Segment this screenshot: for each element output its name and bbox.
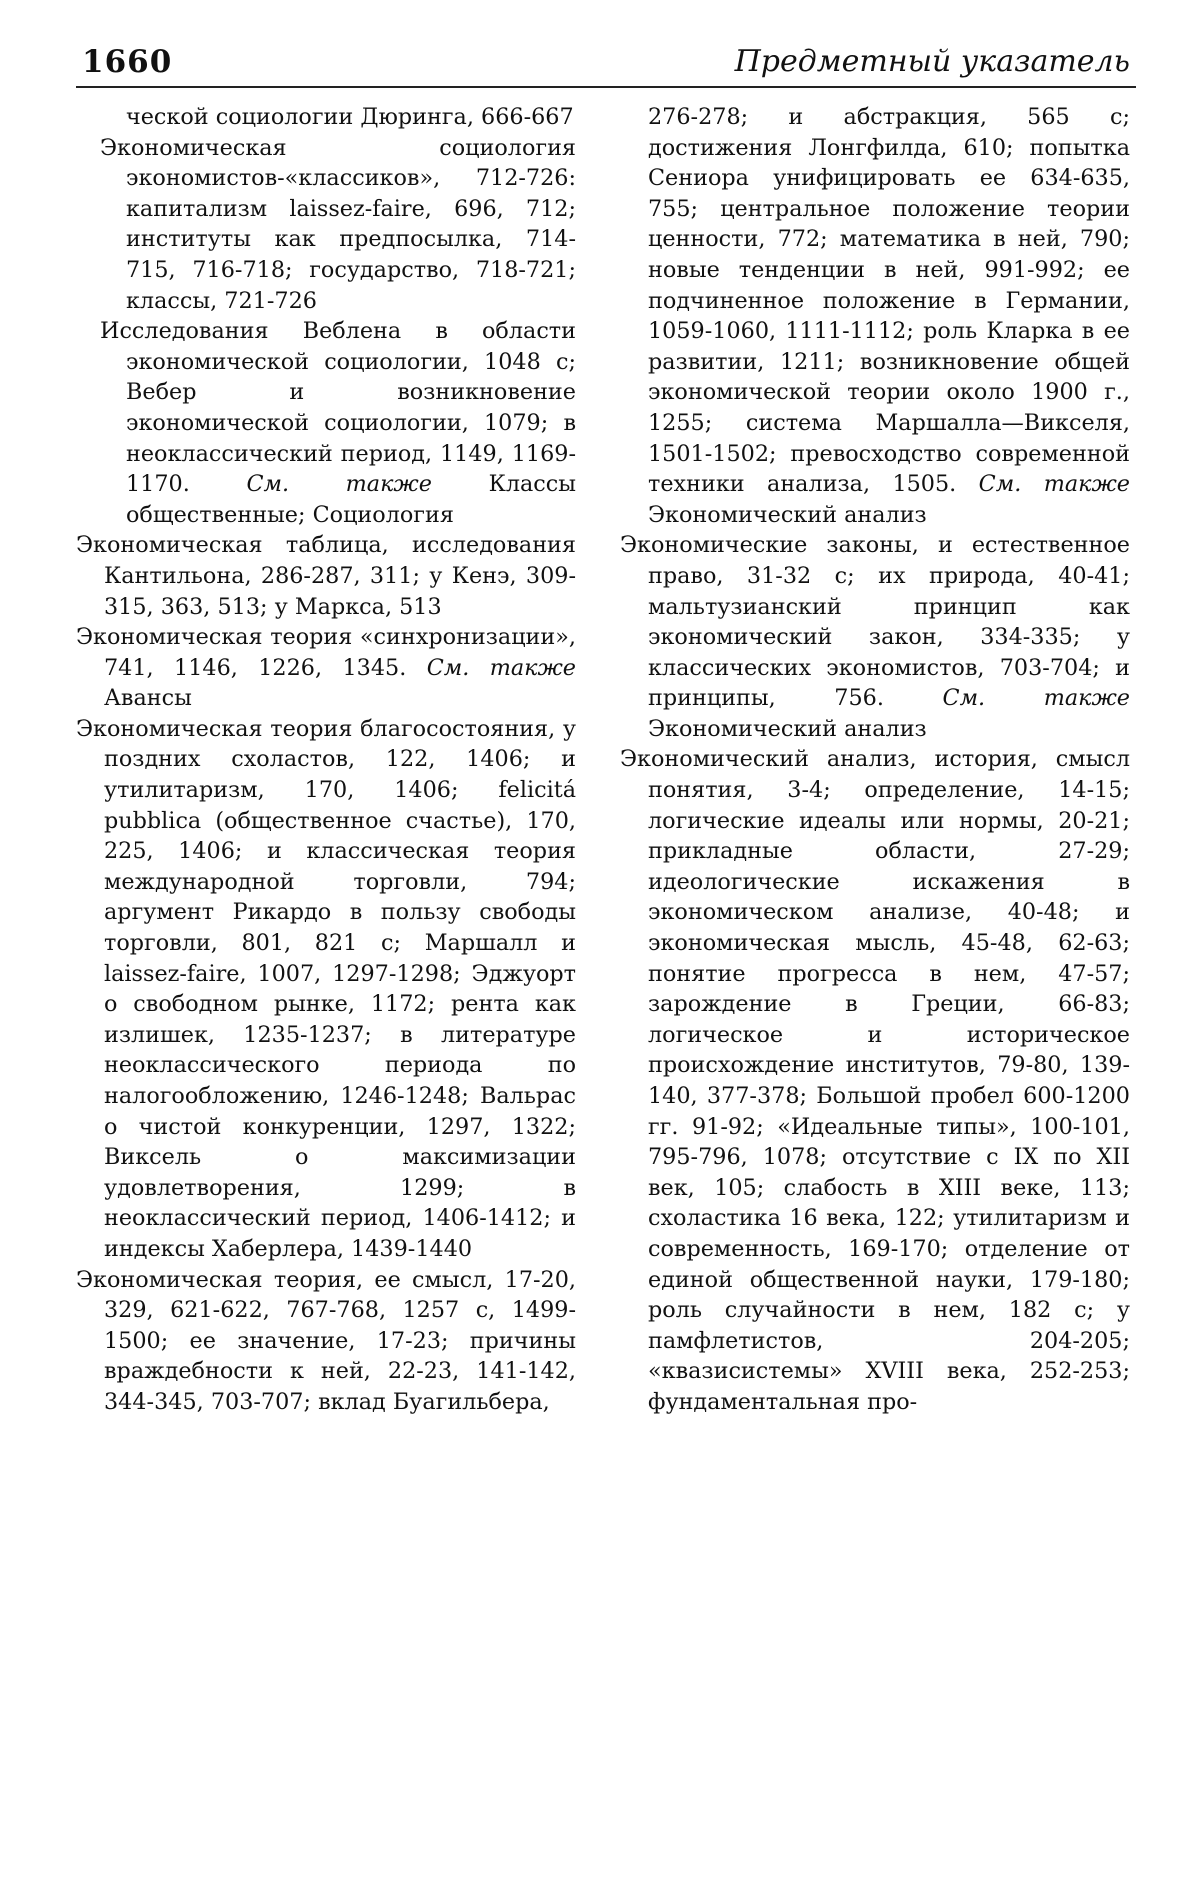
index-entry — [76, 622, 576, 714]
page-number: 1660 — [82, 44, 173, 80]
index-entry — [76, 530, 576, 622]
entry-text: ческой социологии Дюринга, 666-667 — [126, 104, 574, 130]
entry-text: Экономический анализ — [648, 715, 927, 742]
section-title: Предметный указатель — [734, 44, 1130, 79]
entry-text: Авансы — [104, 685, 192, 712]
cross-reference-label: См. также — [426, 654, 576, 681]
entry-text: Исследования Веблена в области экономической социологии, 1048 с; Вебер и возникновение экономической социологии, 1079; в неоклассический период, 1149, 1169-1170. — [100, 318, 576, 498]
entry-text: Экономические законы, и естественное право, 31-32 с; их природа, 40-41; мальтузианский принцип как экономический закон, 334-335; у классических экономистов, 703-704; и принципы, 756. — [620, 532, 1130, 712]
entry-text: Экономическая теория, ее смысл, 17-20, 329, 621-622, 767-768, 1257 с, 1499-1500; ее значение, 17-23; причины враждебности к ней, 22-23, 141-142, 344-345, 703-707; вклад Буагильбера, — [76, 1266, 576, 1415]
entry-text: Классы общественные; Социология — [126, 471, 577, 528]
cross-reference-label: См. также — [978, 471, 1130, 498]
entry-text: Экономическая теория благосостояния, у поздних схоластов, 122, 1406; и утилитаризм, 170, 1406; felicitá pubblica (общественное счастье), 170, 225, 1406; и классическая теория международной торговли, 794; аргумент Рикардо в пользу свободы торговли, 801, 821 с; Маршалл и laissez-faire, 1007, 1297-1298; Эджуорт о свободном рынке, 1172; рента как излишек, 1235-1237; в литературе неоклассического периода по налогообложению, 1246-1248; Вальрас о чистой конкуренции, 1297, 1322; Виксель о максимизации удовлетворения, 1299; в неоклассический период, 1406-1412; и индексы Хаберлера, 1439-1440 — [76, 715, 576, 1262]
index-entry — [620, 102, 1130, 530]
index-entry — [76, 714, 576, 1265]
cross-reference-label: См. также — [246, 471, 432, 498]
entry-text: Экономическая таблица, исследования Кантильона, 286-287, 311; у Кенэ, 309-315, 363, 513; у Маркса, 513 — [76, 532, 576, 620]
running-head — [82, 40, 1134, 80]
header-rule — [76, 86, 1136, 88]
entry-text: Экономическая теория «синхронизации», 741, 1146, 1226, 1345. — [76, 624, 576, 681]
cross-reference-label: См. также — [942, 685, 1130, 712]
index-entry — [620, 744, 1130, 1417]
index-entry — [76, 1265, 576, 1418]
entry-text: Экономический анализ, история, смысл понятия, 3-4; определение, 14-15; логические идеалы или нормы, 20-21; прикладные области, 27-29; идеологические искажения в экономическом анализе, 40-48; и экономическая мысль, 45-48, 62-63; понятие прогресса в нем, 47-57; зарождение в Греции, 66-83; логическое и историческое происхождение институтов, 79-80, 139-140, 377-378; Большой пробел 600-1200 гг. 91-92; «Идеальные типы», 100-101, 795-796, 1078; отсутствие с IX по XII век, 105; слабость в XIII веке, 113; схоластика 16 века, 122; утилитаризм и современность, 169-170; отделение от единой общественной науки, 179-180; роль случайности в нем, 182 с; у памфлетистов, 204-205; «квазисистемы» XVIII века, 252-253; фундаментальная про- — [620, 746, 1130, 1415]
entry-text: Экономическая социология экономистов-«классиков», 712-726: капитализм laissez-faire, 696, 712; институты как предпосылка, 714-715, 716-718; государство, 718-721; классы, 721-726 — [100, 134, 576, 314]
index-entry — [76, 316, 576, 530]
index-column-right — [620, 102, 1130, 1418]
entry-text: Экономический анализ — [648, 501, 927, 528]
index-entry — [76, 102, 576, 133]
index-entry — [620, 530, 1130, 744]
index-entry — [76, 133, 576, 317]
index-column-left — [76, 102, 576, 1418]
entry-text: 276-278; и абстракция, 565 с; достижения Лонгфилда, 610; попытка Сениора унифицировать ее 634-635, 755; центральное положение теории ценности, 772; математика в ней, 790; новые тенденции в ней, 991-992; ее подчиненное положение в Германии, 1059-1060, 1111-1112; роль Кларка в ее развитии, 1211; возникновение общей экономической теории около 1900 г., 1255; система Маршалла—Викселя, 1501-1502; превосходство современной техники анализа, 1505. — [648, 104, 1130, 498]
